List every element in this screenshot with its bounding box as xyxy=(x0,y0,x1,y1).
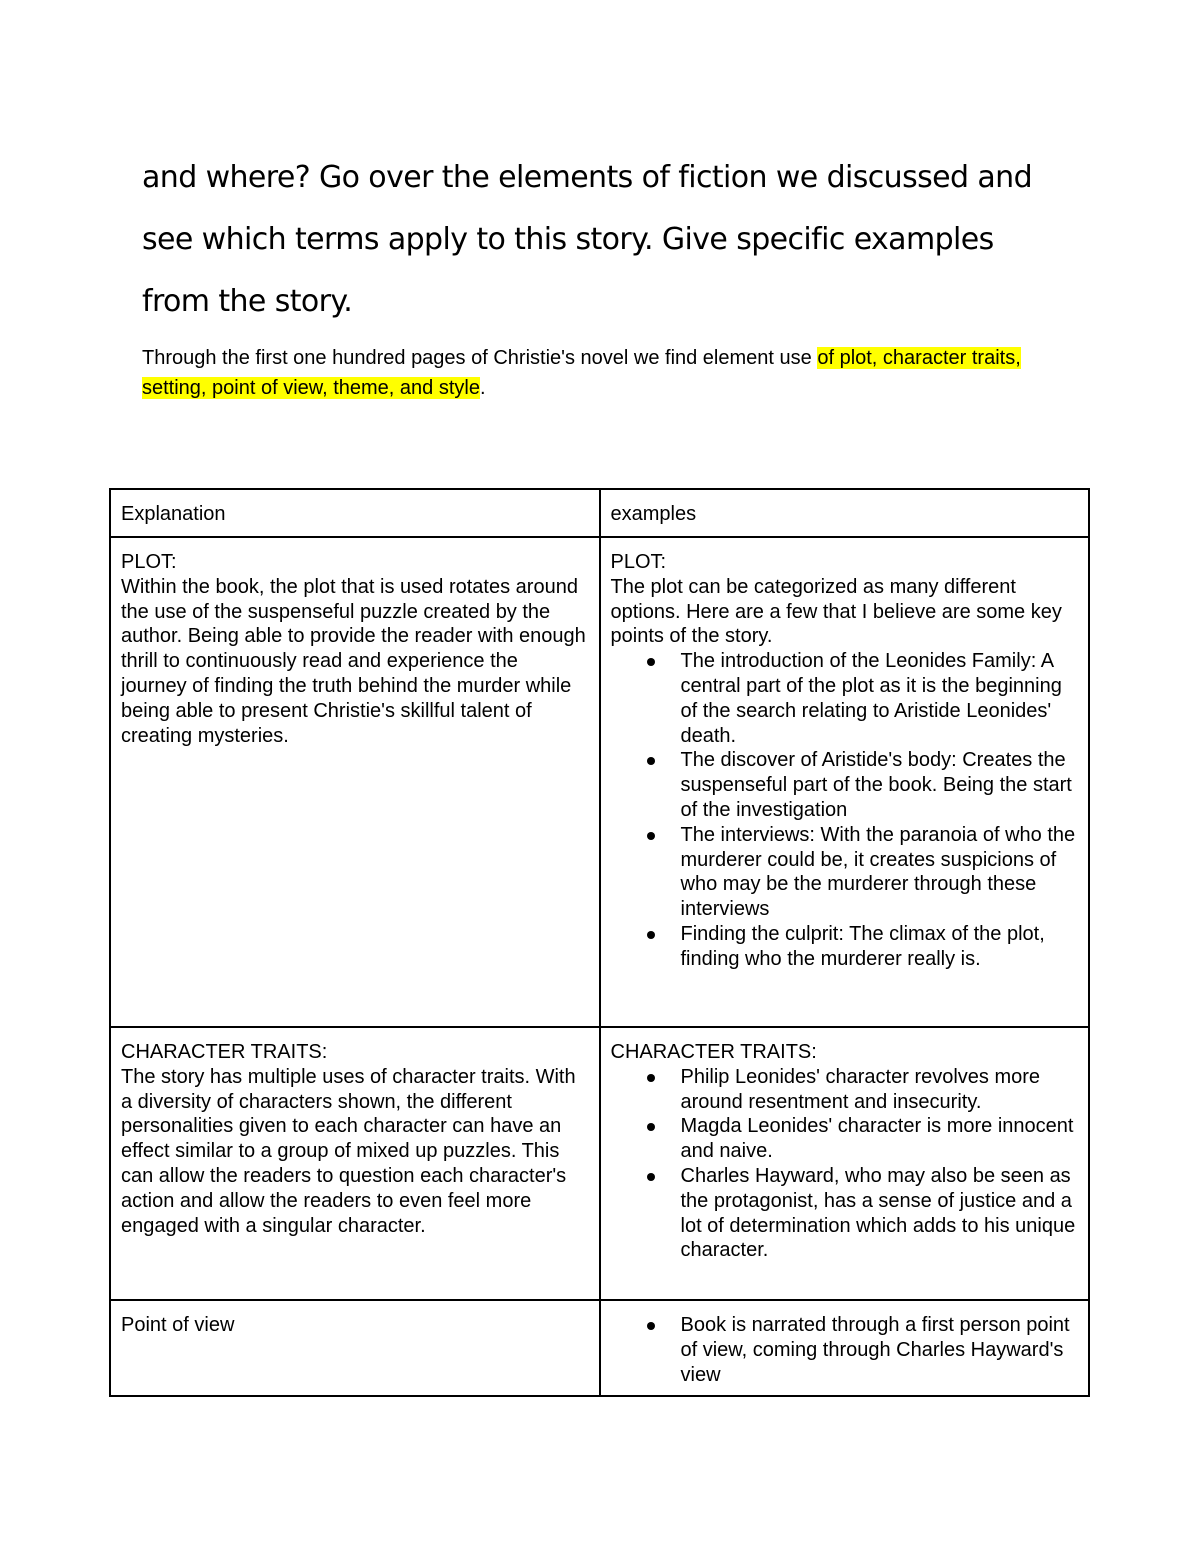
list-item: The discover of Aristide's body: Creates the suspenseful part of the book. Being the start of the investigation xyxy=(681,748,1079,822)
table-header-row xyxy=(110,489,1089,537)
character-explanation-title: CHARACTER TRAITS: xyxy=(121,1041,328,1063)
assignment-prompt xyxy=(142,147,1082,333)
pov-explanation-cell xyxy=(110,1300,600,1396)
prompt-line: from the story. xyxy=(142,284,353,319)
table-row-plot xyxy=(110,537,1089,1027)
plot-bullet-list xyxy=(611,649,1079,971)
character-explanation-body: The story has multiple uses of character traits. With a diversity of characters shown, the different personalities given to each character can have an effect similar to a group of mixed up puzzles. This can allow the readers to question each character's action and allow the readers to even feel more engaged with a singular character. xyxy=(121,1065,576,1237)
list-item: Finding the culprit: The climax of the plot, finding who the murderer really is. xyxy=(681,922,1079,972)
header-examples: examples xyxy=(600,489,1090,537)
header-explanation: Explanation xyxy=(110,489,600,537)
character-explanation-cell xyxy=(110,1027,600,1300)
table-row-character-traits xyxy=(110,1027,1089,1300)
plot-explanation-title: PLOT: xyxy=(121,551,177,573)
plot-examples-intro: The plot can be categorized as many different options. Here are a few that I believe are some key points of the story. xyxy=(610,575,1062,648)
prompt-line: see which terms apply to this story. Give specific examples xyxy=(142,222,994,257)
pov-examples-cell xyxy=(600,1300,1090,1396)
prompt-line: and where? Go over the elements of fiction we discussed and xyxy=(142,160,1033,195)
character-examples-title: CHARACTER TRAITS: xyxy=(610,1041,817,1063)
table-row-point-of-view xyxy=(110,1300,1089,1396)
character-examples-cell xyxy=(600,1027,1090,1300)
list-item: Charles Hayward, who may also be seen as the protagonist, has a sense of justice and a lot of determination which adds to his unique character. xyxy=(681,1164,1079,1263)
intro-text: Through the first one hundred pages of Christie's novel we find element use xyxy=(142,347,818,369)
plot-explanation-cell xyxy=(110,537,600,1027)
list-item: The interviews: With the paranoia of who the murderer could be, it creates suspicions of who may be the murderer through these interviews xyxy=(681,823,1079,922)
list-item: Book is narrated through a first person point of view, coming through Charles Hayward's view xyxy=(681,1313,1079,1387)
pov-explanation-title: Point of view xyxy=(121,1314,235,1336)
elements-table xyxy=(109,488,1090,1397)
list-item: Philip Leonides' character revolves more around resentment and insecurity. xyxy=(681,1065,1079,1115)
list-item: Magda Leonides' character is more innocent and naive. xyxy=(681,1114,1079,1164)
plot-examples-cell xyxy=(600,537,1090,1027)
plot-explanation-body: Within the book, the plot that is used rotates around the use of the suspenseful puzzle created by the author. Being able to provide the reader with enough thrill to continuously read and experience the journey of finding the truth behind the murder while being able to present Christie's skillful talent of creating mysteries. xyxy=(121,575,586,747)
intro-paragraph xyxy=(142,343,1072,403)
plot-examples-title: PLOT: xyxy=(610,551,667,573)
pov-bullet-list xyxy=(611,1313,1079,1387)
highlighted-text: of plot, character traits, setting, point of view, theme, and style xyxy=(142,347,1021,399)
character-bullet-list xyxy=(611,1065,1079,1263)
intro-text-end: . xyxy=(479,377,486,399)
list-item: The introduction of the Leonides Family: A central part of the plot as it is the beginning of the search relating to Aristide Leonides' death. xyxy=(681,649,1079,748)
